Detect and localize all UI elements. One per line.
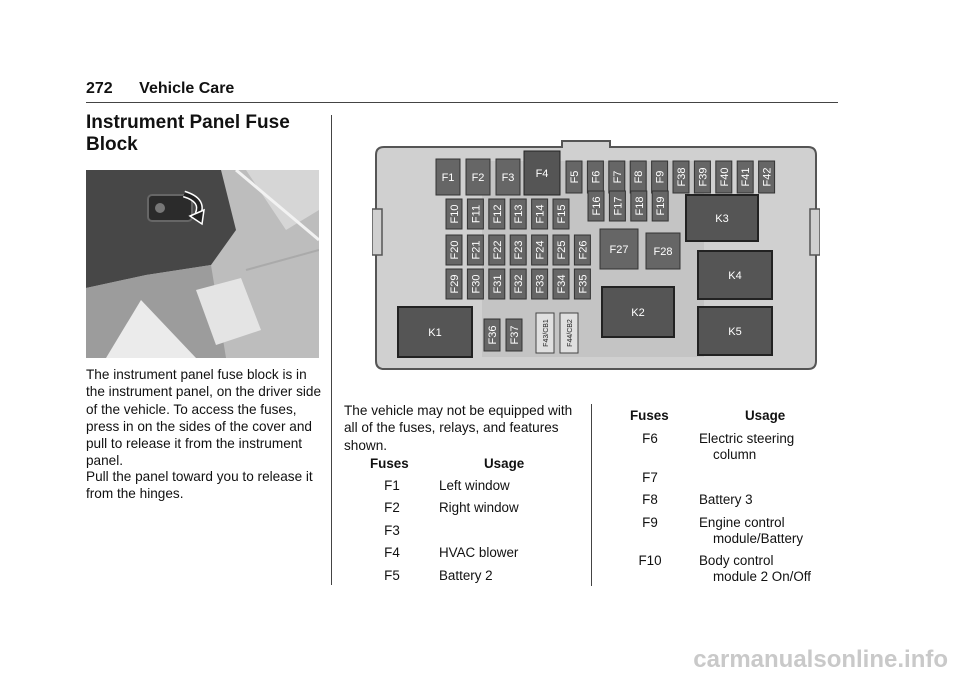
svg-text:F38: F38	[676, 167, 688, 187]
fuse-f17	[609, 191, 625, 221]
relay-k3	[686, 195, 758, 241]
svg-text:F21: F21	[470, 240, 483, 260]
fuse-usage-line1: Electric steering	[699, 431, 795, 446]
svg-text:K3: K3	[715, 213, 729, 225]
svg-text:F44/CB2: F44/CB2	[567, 319, 574, 347]
svg-text:K2: K2	[631, 307, 645, 319]
fuse-f4	[524, 151, 560, 195]
fuse-usage	[699, 553, 811, 585]
relay-k4	[698, 251, 772, 299]
svg-text:F35: F35	[577, 274, 590, 294]
svg-text:F29: F29	[449, 274, 461, 294]
watermark: carmanualsonline.info	[693, 646, 948, 673]
paragraph-release: Pull the panel toward you to release it from the hinges.	[86, 469, 313, 502]
svg-text:F30: F30	[470, 274, 483, 294]
svg-text:F25: F25	[556, 240, 568, 260]
svg-text:F31: F31	[491, 274, 504, 294]
fuse-f41	[737, 161, 753, 193]
svg-text:F3: F3	[501, 172, 515, 184]
svg-text:F36: F36	[487, 325, 499, 345]
section-heading: Instrument Panel Fuse Block	[86, 112, 290, 155]
svg-text:F6: F6	[590, 170, 603, 184]
fuse-f1	[436, 159, 460, 195]
svg-text:F11: F11	[470, 204, 483, 224]
svg-text:F28: F28	[653, 246, 673, 258]
fuse-id: F3	[384, 522, 400, 538]
fuse-f21	[467, 235, 483, 265]
fuse-f9	[652, 161, 668, 193]
relay-k2	[602, 287, 674, 337]
svg-text:F12: F12	[491, 204, 504, 224]
svg-text:F27: F27	[609, 244, 629, 256]
header-rule	[86, 102, 838, 103]
fuse-id: F10	[638, 553, 662, 568]
table-header-fuses-right: Fuses	[630, 408, 669, 423]
fuse-f26	[574, 235, 590, 265]
svg-text:F13: F13	[513, 204, 526, 224]
svg-text:F22: F22	[491, 240, 504, 260]
fuse-f38	[673, 161, 689, 193]
fuse-f30	[467, 269, 483, 299]
fuse-usage	[699, 431, 794, 463]
relay-k5	[698, 307, 772, 355]
fuse-f23	[510, 235, 526, 265]
fuse-f31	[489, 269, 505, 299]
fuse-f34	[553, 269, 569, 299]
fuse-f32	[510, 269, 526, 299]
svg-text:F18: F18	[633, 196, 646, 216]
svg-text:F19: F19	[655, 196, 668, 216]
svg-text:F9: F9	[654, 170, 667, 184]
fuse-usage: Battery 2	[439, 567, 493, 583]
fuse-f10	[446, 199, 462, 229]
paragraph-location: The instrument panel fuse block is in the instrument panel, on the driver side of the vehicle. To access the fuses, press in on the sides of the cover and pull to release it from the instrument panel.	[86, 367, 322, 469]
fuse-f18	[631, 191, 647, 221]
column-divider-left	[331, 115, 332, 585]
svg-text:F39: F39	[697, 167, 710, 187]
svg-text:F20: F20	[449, 240, 461, 260]
fuse-id: F1	[384, 478, 400, 493]
fuse-usage-line2: module/Battery	[713, 531, 804, 546]
breaker-f44	[560, 313, 578, 353]
svg-text:F16: F16	[591, 196, 603, 216]
fuse-block-diagram	[372, 139, 820, 375]
svg-text:F4: F4	[535, 168, 549, 180]
fuse-f6	[587, 161, 603, 193]
section-title: Vehicle Care	[139, 80, 235, 97]
fuse-row-4	[446, 269, 590, 299]
fuse-id: F6	[642, 431, 658, 446]
fuse-f39	[694, 161, 710, 193]
svg-text:F2: F2	[471, 172, 485, 184]
svg-text:K1: K1	[428, 327, 442, 339]
fuse-id: F9	[642, 515, 658, 530]
svg-text:F33: F33	[534, 274, 547, 294]
fuse-f37	[506, 319, 522, 351]
svg-text:F1: F1	[441, 172, 455, 184]
fuse-f14	[532, 199, 548, 229]
fuse-row-3	[446, 235, 590, 265]
fuse-f8	[630, 161, 646, 193]
fuse-f22	[489, 235, 505, 265]
fuse-f16	[588, 191, 604, 221]
fuse-usage-line1: Body control	[699, 553, 774, 568]
fuse-usage: Right window	[439, 500, 519, 516]
fuse-f36	[484, 319, 500, 351]
fuse-usage: Left window	[439, 478, 510, 493]
svg-text:F17: F17	[612, 196, 625, 216]
svg-text:F14: F14	[534, 204, 547, 224]
fuse-usage-line1: Engine control	[699, 515, 785, 530]
fuse-f40	[716, 161, 732, 193]
fuse-f11	[467, 199, 483, 229]
svg-text:F10: F10	[449, 204, 461, 224]
fuse-id: F8	[642, 492, 658, 507]
fuse-f12	[489, 199, 505, 229]
fuse-usage: HVAC blower	[439, 545, 519, 561]
svg-text:F37: F37	[509, 325, 521, 345]
fuse-f2	[466, 159, 490, 195]
svg-text:F23: F23	[513, 240, 526, 260]
svg-text:F8: F8	[633, 170, 646, 184]
fuse-id: F5	[384, 567, 400, 583]
fuse-f27	[600, 229, 638, 269]
fuse-f29	[446, 269, 462, 299]
fuse-usage-line1: Battery 3	[699, 492, 753, 507]
fuse-usage-line2: module 2 On/Off	[713, 569, 812, 584]
svg-text:F34: F34	[556, 274, 568, 294]
svg-text:F15: F15	[556, 204, 568, 224]
fuse-f35	[574, 269, 590, 299]
svg-text:F43/CB1: F43/CB1	[543, 319, 550, 347]
fuse-f33	[532, 269, 548, 299]
svg-text:K4: K4	[728, 270, 742, 282]
table-header-usage-right: Usage	[745, 408, 786, 423]
page-number: 272	[86, 80, 113, 97]
fuse-id: F7	[642, 470, 658, 485]
svg-text:F32: F32	[513, 274, 526, 294]
fuse-usage	[699, 515, 803, 547]
breaker-f43	[536, 313, 554, 353]
fuse-f24	[532, 235, 548, 265]
fuse-f7	[609, 161, 625, 193]
svg-text:F42: F42	[761, 167, 774, 187]
table-header-usage: Usage	[484, 456, 525, 471]
fuse-f15	[553, 199, 569, 229]
fuse-id: F4	[384, 545, 400, 561]
svg-text:F24: F24	[534, 240, 547, 260]
svg-text:F5: F5	[569, 170, 581, 184]
svg-text:F26: F26	[577, 240, 590, 260]
equipment-note: The vehicle may not be equipped with all of the fuses, relays, and features shown.	[344, 403, 573, 453]
table-header-fuses: Fuses	[370, 456, 409, 471]
fuse-id: F2	[384, 500, 400, 516]
fuse-panel-photo	[86, 170, 319, 358]
svg-text:F7: F7	[611, 170, 624, 184]
fuse-f5	[566, 161, 582, 193]
fuse-f25	[553, 235, 569, 265]
column-divider-middle	[591, 404, 592, 586]
fuse-f42	[759, 161, 775, 193]
fuse-f20	[446, 235, 462, 265]
fuse-f13	[510, 199, 526, 229]
svg-text:F40: F40	[718, 167, 731, 187]
svg-text:K5: K5	[728, 326, 742, 338]
page-header	[86, 80, 234, 98]
relay-k1	[398, 307, 472, 357]
fuse-f28	[646, 233, 680, 269]
svg-text:F41: F41	[740, 167, 753, 187]
fuse-f19	[652, 191, 668, 221]
fuse-usage-line2: column	[713, 447, 757, 462]
fuse-f3	[496, 159, 520, 195]
